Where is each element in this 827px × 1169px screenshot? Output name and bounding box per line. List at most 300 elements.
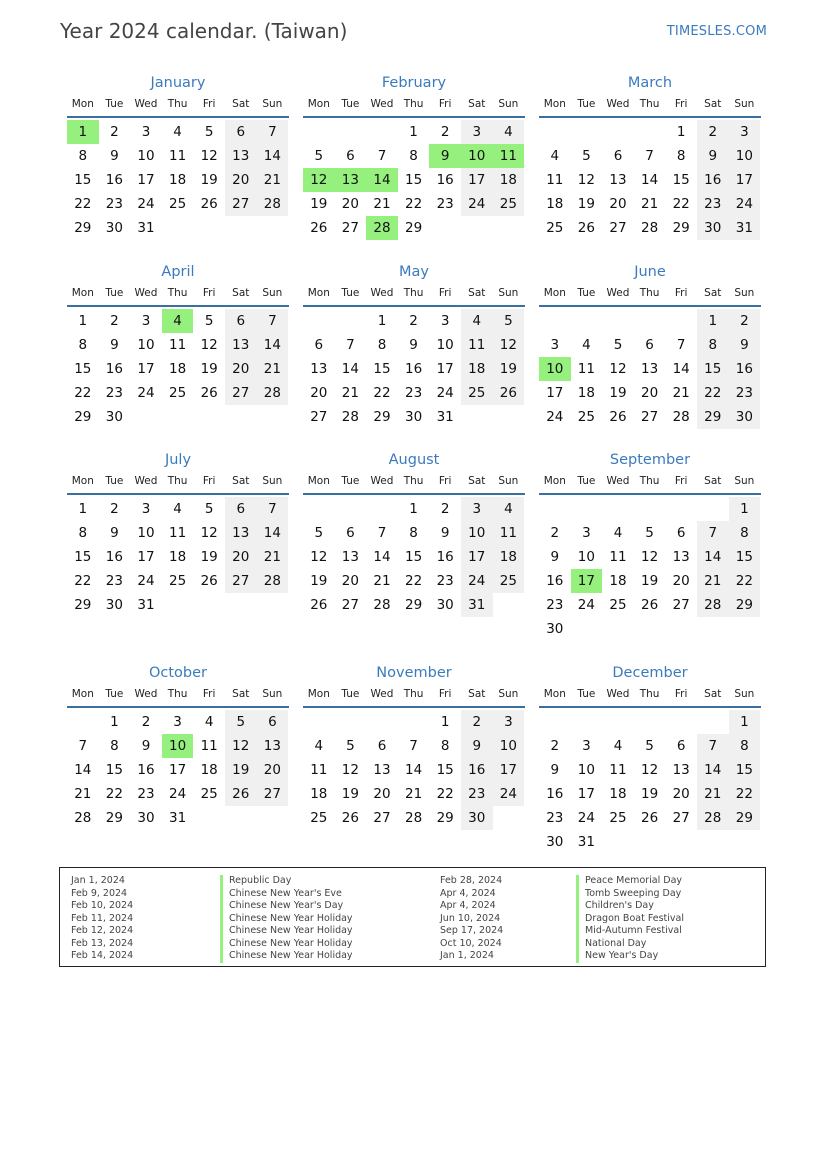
day-cell: 16 (105, 361, 123, 377)
weekend-day-cell: 17 (461, 168, 493, 192)
week-row (539, 593, 761, 617)
weekend-day-cell: 2 (697, 120, 729, 144)
legend-holiday-name: Republic Day (220, 875, 353, 888)
day-cell: 30 (546, 621, 564, 637)
day-cell: 15 (436, 762, 454, 778)
weekend-day-cell: 10 (461, 521, 493, 545)
weekday-label: Wed (370, 287, 394, 299)
weekend-day-cell: 9 (729, 333, 761, 357)
day-cell: 28 (640, 220, 659, 236)
empty-cell (493, 405, 525, 429)
empty-cell (665, 309, 697, 333)
day-cell: 19 (640, 786, 659, 802)
day-cell: 22 (373, 385, 391, 401)
month-divider (539, 493, 761, 495)
day-cell: 17 (168, 762, 187, 778)
day-cell: 3 (141, 501, 151, 517)
month-november (303, 662, 525, 830)
weekend-day-cell: 21 (257, 357, 289, 381)
day-cell: 12 (310, 549, 328, 565)
weekday-header (539, 471, 761, 493)
day-cell: 23 (436, 573, 454, 589)
day-cell: 19 (200, 361, 218, 377)
empty-cell (303, 710, 335, 734)
empty-cell (665, 497, 697, 521)
week-row (303, 144, 525, 168)
day-cell: 10 (577, 762, 595, 778)
day-cell: 3 (440, 313, 450, 329)
weekday-label: Mon (71, 688, 94, 700)
day-cell: 10 (137, 148, 155, 164)
day-cell: 20 (341, 196, 359, 212)
weekday-header (539, 283, 761, 305)
day-cell: 4 (582, 337, 591, 353)
holiday-day-cell: 12 (303, 168, 335, 192)
day-cell: 28 (373, 597, 391, 613)
weekend-day-cell: 7 (697, 521, 729, 545)
day-cell: 25 (168, 573, 187, 589)
weekend-day-cell: 24 (493, 782, 525, 806)
day-cell: 26 (577, 220, 595, 236)
day-cell: 26 (640, 810, 659, 826)
day-cell: 29 (105, 810, 123, 826)
day-cell: 13 (373, 762, 391, 778)
day-cell: 11 (577, 361, 595, 377)
weekday-label: Sat (468, 475, 486, 487)
weekday-label: Wed (606, 98, 630, 110)
day-cell: 23 (105, 385, 123, 401)
legend-date: Feb 28, 2024 (440, 875, 503, 886)
empty-cell (257, 806, 289, 830)
empty-cell (602, 309, 634, 333)
legend-holiday-name: Chinese New Year's Day (220, 900, 353, 913)
day-cell: 17 (137, 549, 155, 565)
weekend-day-cell: 28 (697, 593, 729, 617)
weekend-day-cell: 25 (493, 192, 525, 216)
day-cell: 15 (373, 361, 391, 377)
empty-cell (634, 830, 666, 854)
day-cell: 17 (436, 361, 454, 377)
weekend-day-cell: 14 (257, 333, 289, 357)
weekend-day-cell: 13 (225, 144, 257, 168)
week-row (539, 782, 761, 806)
day-cell: 12 (577, 172, 595, 188)
week-row (303, 710, 525, 734)
weekend-day-cell: 17 (729, 168, 761, 192)
day-cell: 10 (577, 549, 595, 565)
day-cell: 14 (74, 762, 92, 778)
day-cell: 26 (200, 385, 218, 401)
day-cell: 22 (74, 196, 92, 212)
day-cell: 2 (110, 501, 119, 517)
week-row (67, 521, 289, 545)
weekday-label: Sat (232, 287, 250, 299)
day-cell: 2 (550, 738, 560, 754)
empty-cell (539, 710, 571, 734)
day-cell: 4 (314, 738, 324, 754)
month-name: September (609, 452, 691, 468)
day-cell: 7 (346, 337, 355, 353)
day-cell: 16 (436, 549, 454, 565)
weekday-label: Mon (71, 287, 94, 299)
legend-holiday-name: Peace Memorial Day (576, 875, 684, 888)
day-cell: 13 (341, 549, 359, 565)
day-cell: 25 (577, 409, 595, 425)
day-cell: 5 (314, 525, 324, 541)
day-cell: 27 (310, 409, 328, 425)
day-cell: 1 (110, 714, 119, 730)
month-name: November (376, 665, 452, 681)
empty-cell (366, 120, 398, 144)
week-row (303, 309, 525, 333)
day-cell: 2 (110, 124, 119, 140)
day-cell: 8 (676, 148, 686, 164)
day-cell: 16 (105, 172, 123, 188)
day-cell: 6 (346, 525, 355, 541)
weekend-day-cell: 28 (257, 381, 289, 405)
weekend-day-cell: 21 (257, 545, 289, 569)
day-cell: 8 (377, 337, 387, 353)
weekday-label: Sat (232, 475, 250, 487)
empty-cell (539, 120, 571, 144)
empty-cell (539, 309, 571, 333)
empty-cell (162, 216, 194, 240)
week-row (67, 758, 289, 782)
day-cell: 25 (609, 810, 627, 826)
day-cell: 22 (74, 385, 92, 401)
day-cell: 22 (404, 196, 423, 212)
empty-cell (729, 617, 761, 641)
weekday-label: Sat (232, 98, 250, 110)
month-august (303, 449, 525, 617)
day-cell: 15 (74, 361, 92, 377)
week-row (67, 144, 289, 168)
empty-cell (697, 497, 729, 521)
day-cell: 3 (582, 525, 591, 541)
week-row (303, 405, 525, 429)
empty-cell (335, 309, 367, 333)
day-cell: 20 (640, 385, 659, 401)
weekend-day-cell: 1 (729, 497, 761, 521)
week-row (539, 192, 761, 216)
day-cell: 28 (341, 409, 359, 425)
weekend-day-cell: 4 (493, 120, 525, 144)
weekend-day-cell: 16 (697, 168, 729, 192)
weekday-label: Mon (543, 688, 566, 700)
weekday-label: Fri (202, 287, 216, 299)
weekend-day-cell: 29 (697, 405, 729, 429)
month-february (303, 72, 525, 240)
weekend-day-cell: 14 (697, 758, 729, 782)
day-cell: 2 (440, 501, 450, 517)
day-cell: 21 (404, 786, 423, 802)
legend-date: Oct 10, 2024 (440, 937, 502, 949)
day-cell: 4 (613, 738, 623, 754)
weekend-day-cell: 17 (493, 758, 525, 782)
weekend-day-cell: 20 (257, 758, 289, 782)
day-cell: 25 (168, 196, 187, 212)
day-cell: 22 (105, 786, 123, 802)
day-cell: 17 (546, 385, 564, 401)
weekend-day-cell: 18 (461, 357, 493, 381)
empty-cell (257, 405, 289, 429)
day-cell: 26 (200, 196, 218, 212)
weekday-header (539, 94, 761, 116)
weekday-label: Wed (370, 475, 394, 487)
day-cell: 5 (204, 313, 214, 329)
weekend-day-cell: 6 (225, 309, 257, 333)
month-september (539, 449, 761, 641)
weekday-label: Fri (674, 287, 688, 299)
day-cell: 6 (645, 337, 654, 353)
weekday-label: Sat (468, 688, 486, 700)
empty-cell (193, 405, 225, 429)
weekday-label: Thu (403, 688, 424, 700)
empty-cell (67, 710, 99, 734)
month-january (67, 72, 289, 240)
month-divider (539, 305, 761, 307)
day-cell: 23 (137, 786, 155, 802)
month-june (539, 261, 761, 429)
month-july (67, 449, 289, 617)
month-march (539, 72, 761, 240)
day-cell: 27 (640, 409, 659, 425)
day-cell: 8 (78, 337, 88, 353)
weekend-day-cell: 17 (461, 545, 493, 569)
month-divider (303, 493, 525, 495)
weekend-day-cell: 11 (461, 333, 493, 357)
empty-cell (335, 710, 367, 734)
weekday-label: Wed (606, 475, 630, 487)
day-cell: 24 (168, 786, 187, 802)
month-divider (303, 305, 525, 307)
day-cell: 4 (173, 501, 182, 517)
day-cell: 16 (546, 573, 564, 589)
day-cell: 12 (341, 762, 359, 778)
day-cell: 19 (577, 196, 595, 212)
week-row (303, 497, 525, 521)
day-cell: 14 (341, 361, 359, 377)
day-cell: 20 (609, 196, 627, 212)
legend-holiday-name: Children's Day (576, 900, 684, 913)
week-row (303, 357, 525, 381)
empty-cell (665, 710, 697, 734)
day-cell: 21 (640, 196, 659, 212)
week-row (539, 710, 761, 734)
weekend-day-cell: 25 (461, 381, 493, 405)
weekday-label: Sat (468, 98, 486, 110)
brand-link[interactable]: TIMESLES.COM (666, 24, 767, 39)
weekday-label: Tue (341, 475, 360, 487)
empty-cell (162, 593, 194, 617)
weekend-day-cell: 23 (697, 192, 729, 216)
day-cell: 19 (640, 573, 659, 589)
day-cell: 29 (672, 220, 690, 236)
day-cell: 18 (310, 786, 328, 802)
week-row (539, 357, 761, 381)
day-cell: 9 (440, 525, 450, 541)
day-cell: 27 (373, 810, 391, 826)
weekend-day-cell: 3 (461, 120, 493, 144)
week-row (539, 497, 761, 521)
day-cell: 13 (640, 361, 659, 377)
weekend-day-cell: 26 (225, 782, 257, 806)
legend-date: Jan 1, 2024 (71, 875, 125, 886)
day-cell: 21 (74, 786, 92, 802)
day-cell: 9 (550, 549, 560, 565)
legend-holiday-name: National Day (576, 938, 684, 951)
week-row (303, 216, 525, 240)
weekday-label: Sun (734, 98, 755, 110)
weekday-label: Tue (341, 287, 360, 299)
legend-holiday-name: Chinese New Year Holiday (220, 950, 353, 963)
empty-cell (335, 120, 367, 144)
weekday-label: Fri (674, 98, 688, 110)
day-cell: 11 (168, 337, 187, 353)
week-row (303, 545, 525, 569)
day-cell: 18 (577, 385, 595, 401)
week-row (303, 168, 525, 192)
weekend-day-cell: 21 (697, 782, 729, 806)
week-row (67, 309, 289, 333)
month-april (67, 261, 289, 429)
day-cell: 24 (137, 573, 155, 589)
day-cell: 21 (672, 385, 690, 401)
day-cell: 21 (373, 573, 391, 589)
month-divider (539, 116, 761, 118)
day-cell: 20 (341, 573, 359, 589)
weekend-day-cell: 15 (729, 545, 761, 569)
empty-cell (571, 309, 603, 333)
weekend-day-cell: 1 (729, 710, 761, 734)
day-cell: 3 (550, 337, 560, 353)
empty-cell (398, 710, 430, 734)
day-cell: 30 (105, 409, 123, 425)
day-cell: 24 (577, 597, 595, 613)
day-cell: 9 (110, 525, 119, 541)
day-cell: 20 (373, 786, 391, 802)
empty-cell (493, 216, 525, 240)
weekend-day-cell: 3 (461, 497, 493, 521)
day-cell: 25 (609, 597, 627, 613)
empty-cell (461, 216, 493, 240)
weekend-day-cell: 3 (493, 710, 525, 734)
day-cell: 5 (645, 738, 654, 754)
day-cell: 18 (168, 361, 187, 377)
day-cell: 28 (404, 810, 423, 826)
weekend-day-cell: 27 (257, 782, 289, 806)
day-cell: 20 (672, 573, 690, 589)
empty-cell (257, 216, 289, 240)
legend-holiday-name: New Year's Day (576, 950, 684, 963)
legend-holiday-name: Tomb Sweeping Day (576, 888, 684, 901)
week-row (303, 521, 525, 545)
weekday-header (67, 94, 289, 116)
week-row (539, 830, 761, 854)
week-row (67, 545, 289, 569)
weekday-label: Tue (577, 688, 596, 700)
week-row (67, 333, 289, 357)
day-cell: 16 (404, 361, 423, 377)
day-cell: 7 (676, 337, 686, 353)
day-cell: 7 (409, 738, 418, 754)
weekend-day-cell: 12 (493, 333, 525, 357)
weekday-label: Thu (639, 287, 660, 299)
week-row (303, 192, 525, 216)
week-row (539, 168, 761, 192)
empty-cell (303, 309, 335, 333)
empty-cell (225, 216, 257, 240)
holiday-day-cell: 14 (366, 168, 398, 192)
day-cell: 4 (550, 148, 560, 164)
week-row (67, 569, 289, 593)
weekday-header (303, 684, 525, 706)
weekday-label: Mon (543, 287, 566, 299)
empty-cell (303, 120, 335, 144)
weekend-day-cell: 9 (461, 734, 493, 758)
week-row (303, 569, 525, 593)
month-december (539, 662, 761, 854)
day-cell: 11 (609, 762, 627, 778)
weekday-label: Thu (167, 475, 188, 487)
weekday-label: Mon (307, 475, 330, 487)
empty-cell (193, 216, 225, 240)
empty-cell (571, 617, 603, 641)
day-cell: 12 (640, 549, 659, 565)
weekday-label: Sun (734, 688, 755, 700)
day-cell: 24 (137, 196, 155, 212)
empty-cell (193, 806, 225, 830)
week-row (303, 333, 525, 357)
day-cell: 21 (341, 385, 359, 401)
weekday-header (303, 283, 525, 305)
day-cell: 11 (168, 148, 187, 164)
page-title: Year 2024 calendar. (Taiwan) (60, 19, 348, 43)
day-cell: 5 (582, 148, 591, 164)
weekday-label: Thu (403, 98, 424, 110)
day-cell: 22 (74, 573, 92, 589)
weekend-day-cell: 14 (697, 545, 729, 569)
weekday-label: Sat (704, 287, 722, 299)
week-row (67, 710, 289, 734)
day-cell: 30 (105, 597, 123, 613)
day-cell: 30 (404, 409, 423, 425)
month-divider (67, 493, 289, 495)
month-divider (539, 706, 761, 708)
day-cell: 21 (373, 196, 391, 212)
weekday-label: Mon (307, 98, 330, 110)
week-row (303, 734, 525, 758)
day-cell: 31 (436, 409, 454, 425)
day-cell: 24 (137, 385, 155, 401)
weekend-day-cell: 19 (493, 357, 525, 381)
day-cell: 3 (141, 124, 151, 140)
week-row (539, 521, 761, 545)
empty-cell (602, 497, 634, 521)
weekend-day-cell: 29 (729, 806, 761, 830)
weekend-day-cell: 30 (697, 216, 729, 240)
day-cell: 18 (546, 196, 564, 212)
month-name: May (399, 264, 429, 280)
weekday-header (303, 94, 525, 116)
weekday-label: Thu (639, 475, 660, 487)
weekend-day-cell: 22 (729, 569, 761, 593)
day-cell: 16 (137, 762, 155, 778)
week-row (539, 617, 761, 641)
weekend-day-cell: 26 (493, 381, 525, 405)
month-name: February (381, 75, 447, 91)
weekend-day-cell: 7 (257, 120, 289, 144)
